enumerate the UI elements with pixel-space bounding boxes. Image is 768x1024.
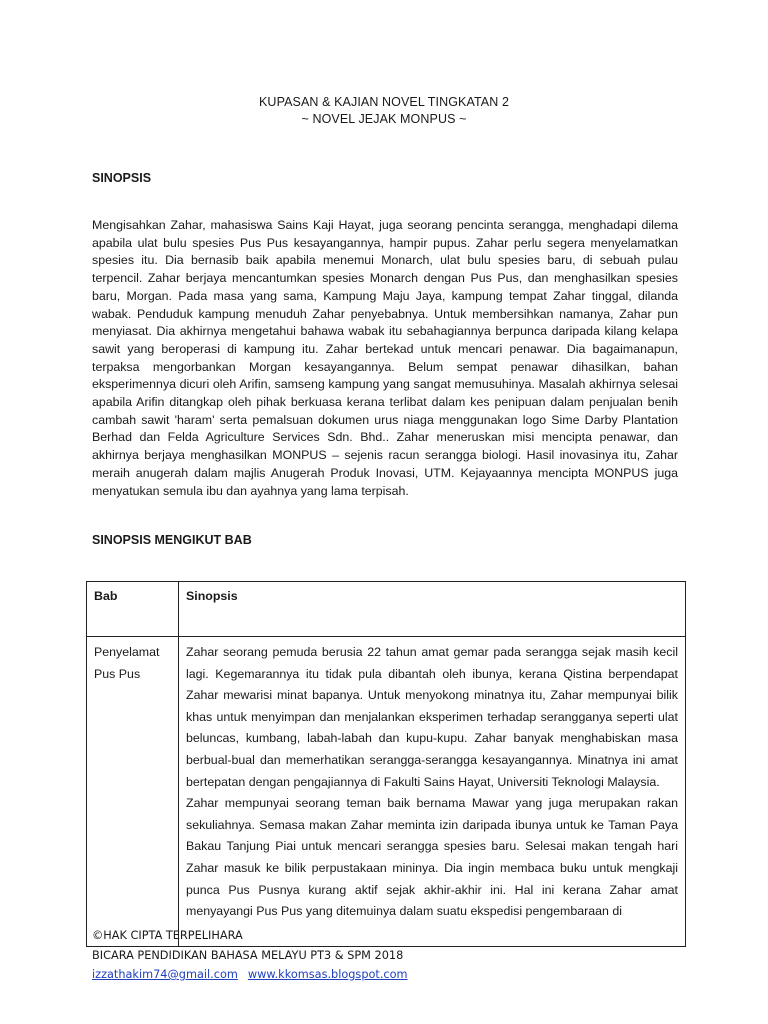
bab-table — [86, 581, 686, 947]
sinopsis-heading: SINOPSIS — [92, 171, 152, 185]
bab-synopsis-paragraph-2: Zahar mempunyai seorang teman baik bernama Mawar yang juga merupakan rakan sekuliahnya. Semasa makan Zahar meminta izin daripada ibunya untuk ke Taman Paya Bakau Tanjung Piai untuk mencari serangga spesies baru. Selesai makan tengah hari Zahar masuk ke bilik perpustakaan mininya. Dia ingin membaca buku untuk mengkaji punca Pus Pusnya kurang aktif sejak akhir-akhir ini. Hal ini kerana Zahar amat menyayangi Pus Pus yang ditemuinya dalam suatu ekspedisi pengembaraan di — [186, 796, 678, 919]
title-line-2: ~ NOVEL JEJAK MONPUS ~ — [301, 112, 467, 126]
table-row — [87, 637, 686, 947]
document-title — [0, 94, 768, 128]
copyright-notice: ©HAK CIPTA TERPELIHARA — [92, 929, 243, 942]
title-line-1: KUPASAN & KAJIAN NOVEL TINGKATAN 2 — [259, 95, 509, 109]
bab-section-heading: SINOPSIS MENGIKUT BAB — [92, 533, 252, 547]
bab-name-cell: Penyelamat Pus Pus — [87, 637, 179, 947]
page-footer — [92, 926, 408, 985]
bab-synopsis-paragraph-1: Zahar seorang pemuda berusia 22 tahun amat gemar pada serangga sejak masih kecil lagi. Kegemarannya itu tidak pula dibantah oleh ibunya, kerana Qistina berpendapat Zahar mewarisi minat bapanya. Untuk menyokong minatnya itu, Zahar mempunyai bilik khas untuk menyimpan dan menjalankan eksperimen terhadap serangganya seperti ulat beluncas, kumbang, labah-labah dan kupu-kupu. Zahar banyak menghabiskan masa berbual-bual dan memerhatikan serangga-serangga kesayangannya. Minatnya ini amat bertepatan dengan pengajiannya di Fakulti Sains Hayat, Universiti Teknologi Malaysia. — [186, 645, 678, 789]
column-header-bab: Bab — [87, 582, 179, 637]
website-link[interactable]: www.kkomsas.blogspot.com — [247, 968, 408, 981]
email-link[interactable]: izzathakim74@gmail.com — [92, 968, 238, 981]
sinopsis-paragraph: Mengisahkan Zahar, mahasiswa Sains Kaji Hayat, juga seorang pencinta serangga, menghadapi dilema apabila ulat bulu spesies Pus Pus kesayangannya, hampir pupus. Zahar perlu segera menyelamatkan spesies itu. Dia bernasib baik apabila menemui Monarch, ulat bulu spesies baru, di sebuah pulau terpencil. Zahar berjaya mencantumkan spesies Monarch dengan Pus Pus, dan menghasilkan spesies baru, Morgan. Pada masa yang sama, Kampung Maju Jaya, kampung tempat Zahar tinggal, dilanda wabak. Penduduk kampung menuduh Zahar penyebabnya. Untuk membersihkan namanya, Zahar pun menyiasat. Dia akhirnya mengetahui bahawa wabak itu sebahagiannya berpunca daripada kilang kelapa sawit yang beroperasi di kampung itu. Zahar bertekad untuk mencari penawar. Dia bagaimanapun, terpaksa mengorbankan Morgan kesayangannya. Belum sempat penawar dihasilkan, bahan eksperimennya dicuri oleh Arifin, samseng kampung yang sangat memusuhinya. Masalah akhirnya selesai apabila Arifin ditangkap oleh pihak berkuasa kerana terlibat dalam kes penipuan dalam penjualan benih cambah sawit 'haram' serta pemalsuan dokumen urus niaga menggunakan logo Sime Darby Plantation Berhad dan Felda Agriculture Services Sdn. Bhd.. Zahar meneruskan misi mencipta penawar, dan akhirnya berjaya menghasilkan MONPUS – sejenis racun serangga biologi. Hasil inovasinya itu, Zahar meraih anugerah dalam majlis Anugerah Produk Inovasi, UTM. Kejayaannya mencipta MONPUS juga menyatukan semula ibu dan ayahnya yang lama terpisah. — [92, 218, 678, 498]
column-header-sinopsis: Sinopsis — [179, 582, 686, 637]
contact-line — [92, 965, 408, 985]
bab-synopsis-content — [186, 642, 678, 942]
program-title: BICARA PENDIDIKAN BAHASA MELAYU PT3 & SPM 2018 — [92, 948, 404, 962]
table-header-row — [87, 582, 686, 637]
bab-synopsis-cell — [179, 637, 686, 947]
